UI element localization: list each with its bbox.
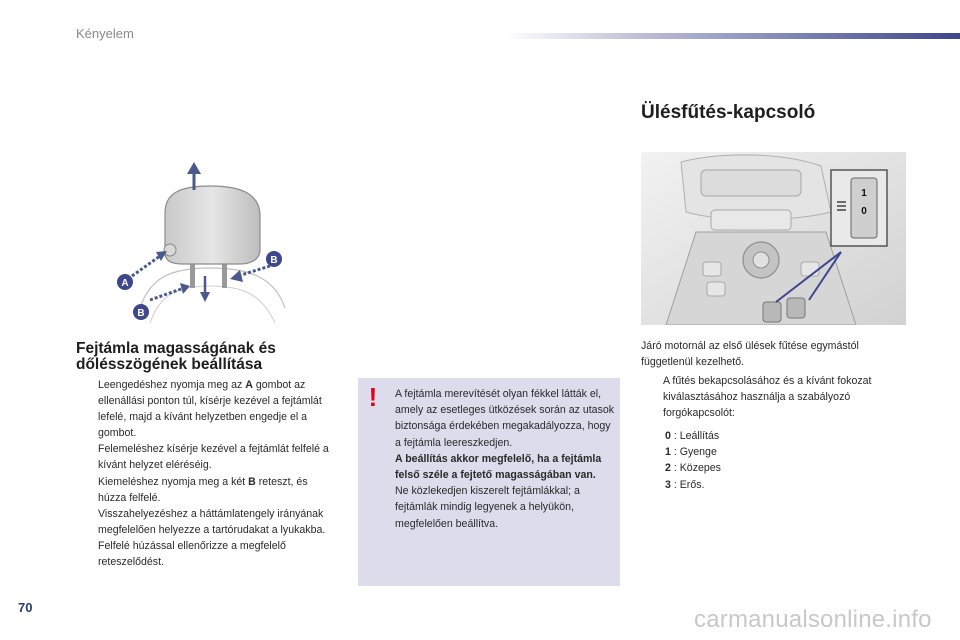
list-item: A fűtés bekapcsolásához és a kívánt fokozat kiválasztásához használja a szabályozó forgókapcsolót: (663, 375, 872, 420)
headrest-steps (76, 377, 338, 570)
seat-heating-steps (641, 373, 903, 422)
header-gradient-bar (505, 33, 960, 39)
svg-text:A: A (121, 278, 129, 289)
callout-a (117, 274, 133, 290)
level-item: 1 : Gyenge (665, 446, 717, 459)
level-item: 0 : Leállítás (665, 430, 720, 442)
list-item: Kiemeléshez nyomja meg a két B reteszt, és húzza felfelé. (98, 475, 308, 504)
warning-exclamation-icon: ! (368, 382, 378, 412)
callout-b-right (266, 251, 282, 267)
headrest-heading: Fejtámla magasságának és dőlésszögének beállítása (76, 340, 276, 373)
svg-text:B: B (270, 255, 278, 266)
heating-levels-list (665, 428, 865, 493)
watermark-text[interactable]: carmanualsonline.info (694, 606, 932, 633)
list-item: Felemeléshez kísérje kezével a fejtámlát felfelé a kívánt helyzet eléréséig. (98, 443, 329, 472)
seat-heating-heading: Ülésfűtés-kapcsoló (641, 102, 816, 123)
warning-paragraph: Ne közlekedjen kiszerelt fejtámlákkal; a fejtámlák mindig legyenek a helyükön, megfelelően beállítva. (395, 485, 580, 530)
page-number: 70 (18, 600, 33, 615)
warning-emphasis: A beállítás akkor megfelelő, ha a fejtámla felső széle a fejtető magasságában van. (395, 452, 602, 482)
list-item: Visszahelyezéshez a háttámlatengely irányának megfelelően helyezze a tartórudakat a lyukakba. Felfelé húzással ellenőrizze a megfelelő reteszelődést. (98, 507, 326, 569)
warning-text (395, 386, 617, 532)
warning-paragraph: A fejtámla merevítését olyan fékkel látták el, amely az esetleges ütközések során az utasok biztonsága érdekében megakadályozza, hogy a fejtámla leereszkedjen. (395, 388, 615, 449)
level-item: 2 : Közepes (665, 462, 721, 475)
center-console-illustration (641, 152, 906, 325)
dial-label-bottom: 0 (861, 206, 867, 217)
level-item: 3 : Erős. (665, 478, 705, 491)
headrest-illustration (110, 158, 310, 328)
list-item: Leengedéshez nyomja meg az A gombot az ellenállási ponton túl, kísérje kezével a fejtámlát lefelé, majd a kívánt helyzetben engedje el a gombot. (98, 379, 322, 440)
seat-heating-intro: Járó motornál az első ülések fűtése egymástól függetlenül kezelhető. (641, 340, 859, 369)
section-title: Kényelem (76, 26, 134, 41)
svg-text:B: B (137, 308, 145, 319)
dial-label-top: 1 (861, 188, 867, 199)
callout-b-left (133, 304, 149, 320)
